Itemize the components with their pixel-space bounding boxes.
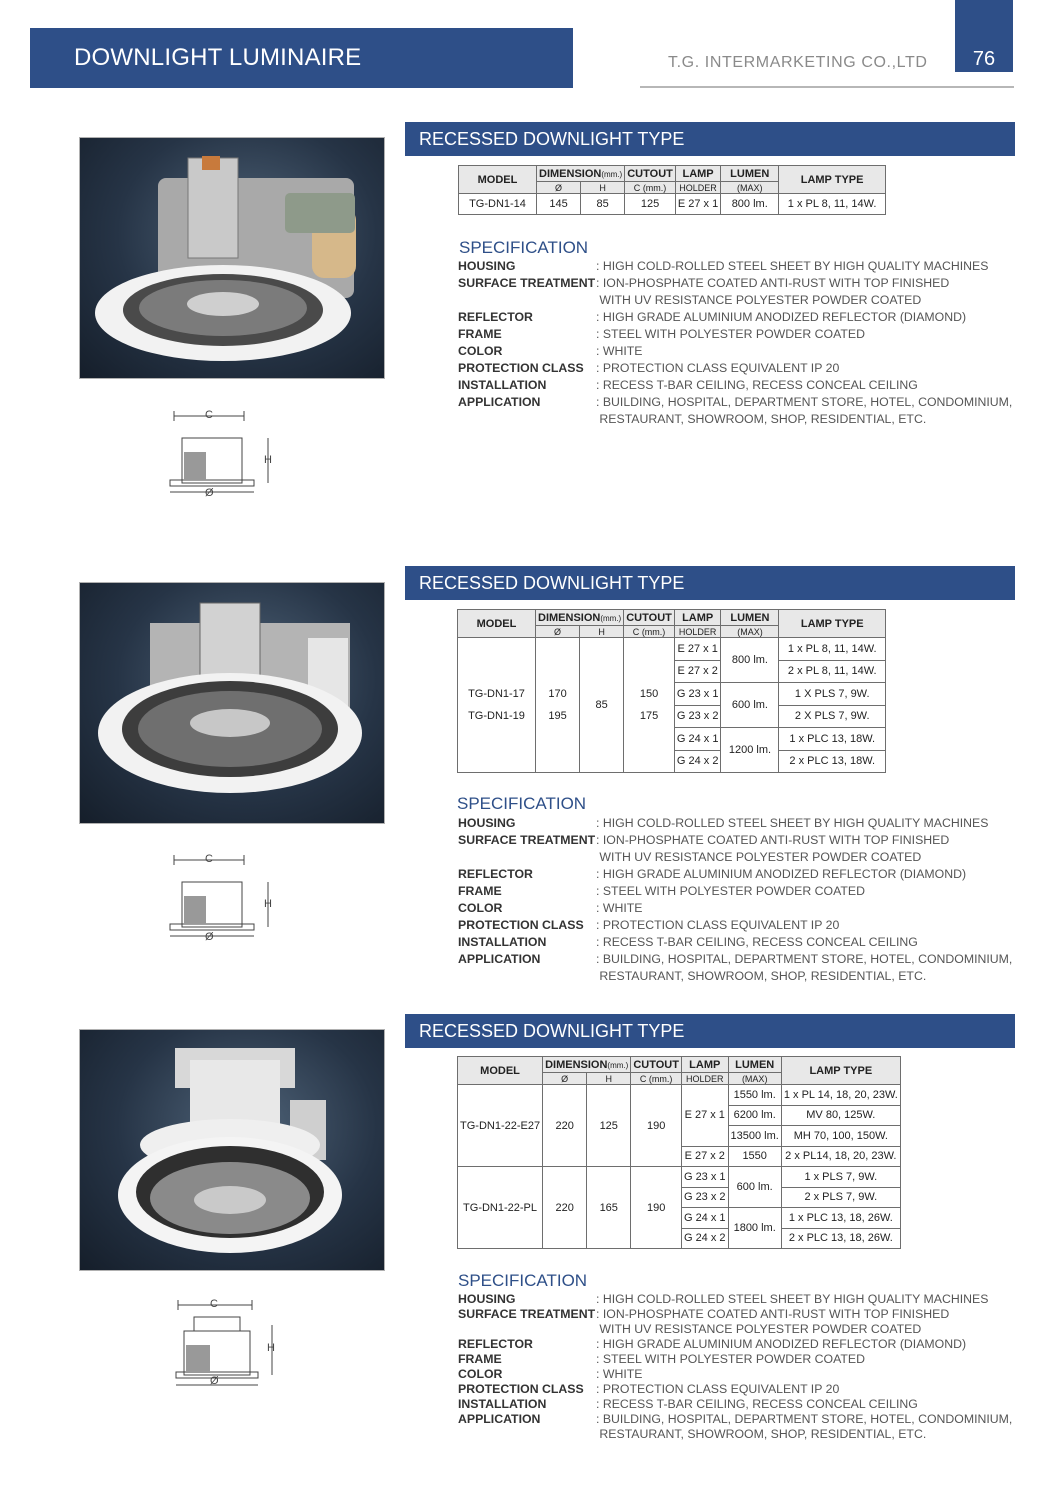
dimension-diagram: C H Ø xyxy=(160,1297,280,1387)
table-row: E 27 x 2 1550 2 x PL14, 18, 20, 23W. xyxy=(458,1146,901,1167)
col-cutout: CUTOUT xyxy=(624,610,675,626)
col-model: MODEL xyxy=(458,610,536,638)
spec-list: HOUSING : HIGH COLD-ROLLED STEEL SHEET BY HIGH QUALITY MACHINES SURFACE TREATMENT : ION-PHOSPHATE COATED ANTI-RUST WITH TOP FINISHED WITH UV RESISTANCE POLYESTER POWDER COATED REFLECTOR : HIGH GRADE ALUMINIUM ANODIZED REFLECTOR (DIAMOND) FRAME : STEEL WITH POLYESTER POWDER COATED COLOR : WHITE PROTECTION CLASS : PROTECTION CLASS EQUIVALENT IP 20 INSTALLATION : RECESS T-BAR CEILING, RECESS CONCEAL CEILING APPLICATION : BUILDING, HOSPITAL, DEPARTMENT STORE, HOTEL, CONDOMINIUM, RESTAURANT, SHOWROOM, SHOP, RESIDENTIAL, ETC. xyxy=(458,1292,1012,1442)
col-cutout: CUTOUT xyxy=(625,166,676,182)
table-row: G 24 x 2 2 x PLC 13, 18, 26W. xyxy=(458,1228,901,1249)
col-lamp-type: LAMP TYPE xyxy=(781,1057,900,1085)
page-number-box xyxy=(955,0,1013,72)
table-row: G 24 x 1 1800 lm. 1 x PLC 13, 18, 26W. xyxy=(458,1208,901,1229)
spec-table: MODEL DIMENSION(mm.) CUTOUT LAMP LUMEN LAMP TYPE Ø H C (mm.) HOLDER (MAX) 85 E 27 x 1 800 lm. 1 x PL 8, 11, 14W. E 27 x 2 2 x PL 8, 11, 14W. TG-DN1-17 170 150 G 23 x 1 600 lm. 1 X PLS 7, 9W. TG-DN1-19 195 175 G 23 x 2 2 X PLS 7, 9W. G 24 x 1 1200 lm. 1 x PLC 13, 18W. G 24 x 2 2 x PLC 13, 18W. xyxy=(457,609,886,773)
table-row: G 24 x 2 2 x PLC 13, 18W. xyxy=(458,750,886,773)
col-model: MODEL xyxy=(458,1057,543,1085)
spec-title: SPECIFICATION xyxy=(458,1271,588,1290)
section-band-title: RECESSED DOWNLIGHT TYPE xyxy=(419,129,685,149)
product-photo xyxy=(79,582,385,824)
page-title: DOWNLIGHT LUMINAIRE xyxy=(74,44,362,71)
table-row: TG-DN1-22-E27 220 125 190 E 27 x 1 1550 lm. 1 x PL 14, 18, 20, 23W. xyxy=(458,1085,901,1106)
col-dimension: DIMENSION(mm.) xyxy=(536,610,624,626)
spec-table: MODEL DIMENSION(mm.) CUTOUT LAMP LUMEN LAMP TYPE Ø H C (mm.) HOLDER (MAX) TG-DN1-22-E27 220 125 190 E 27 x 1 1550 lm. 1 x PL 14, 18, 20, 23W. 6200 lm. MV 80, 125W. 13500 lm. MH 70, 100, 150W. E 27 x 2 1550 2 x PL14, 18, 20, 23W. TG-DN1-22-PL 220 165 190 G 23 x 1 600 lm. 1 x PLS 7, 9W. G 23 x 2 2 x PLS 7, 9W. G 24 x 1 1800 lm. 1 x PLC 13, 18, 26W. G 24 x 2 2 x PLC 13, 18, 26W. xyxy=(457,1056,901,1249)
section-band xyxy=(405,1014,1015,1048)
col-holder: HOLDER xyxy=(675,182,720,194)
col-cutout: CUTOUT xyxy=(631,1057,682,1073)
product-photo xyxy=(79,1029,385,1271)
col-lamp: LAMP xyxy=(675,166,720,182)
section-band xyxy=(405,566,1015,600)
downlight-illustration xyxy=(80,138,385,379)
dimension-diagram-icon xyxy=(160,852,280,942)
company-name: T.G. INTERMARKETING CO.,LTD xyxy=(668,54,928,71)
col-lamp-type: LAMP TYPE xyxy=(779,610,886,638)
col-lamp: LAMP xyxy=(681,1057,728,1073)
table-row: TG-DN1-19 195 175 G 23 x 2 2 X PLS 7, 9W. xyxy=(458,705,886,728)
page-title-bar xyxy=(30,28,573,88)
table-row: TG-DN1-22-PL 220 165 190 G 23 x 1 600 lm. 1 x PLS 7, 9W. xyxy=(458,1167,901,1188)
spec-table xyxy=(458,165,886,215)
col-model: MODEL xyxy=(459,166,537,194)
col-dimension: DIMENSION(mm.) xyxy=(537,166,625,182)
header-rule xyxy=(640,86,1014,88)
col-lamp-type: LAMP TYPE xyxy=(779,166,886,194)
dimension-diagram: C H Ø xyxy=(160,852,280,942)
table-row: G 23 x 2 2 x PLS 7, 9W. xyxy=(458,1187,901,1208)
col-h: H xyxy=(581,182,625,194)
spec-list: HOUSING : HIGH COLD-ROLLED STEEL SHEET BY HIGH QUALITY MACHINES SURFACE TREATMENT : ION-PHOSPHATE COATED ANTI-RUST WITH TOP FINISHED WITH UV RESISTANCE POLYESTER POWDER COATED REFLECTOR : HIGH GRADE ALUMINIUM ANODIZED REFLECTOR (DIAMOND) FRAME : STEEL WITH POLYESTER POWDER COATED COLOR : WHITE PROTECTION CLASS : PROTECTION CLASS EQUIVALENT IP 20 INSTALLATION : RECESS T-BAR CEILING, RECESS CONCEAL CEILING APPLICATION : BUILDING, HOSPITAL, DEPARTMENT STORE, HOTEL, CONDOMINIUM, RESTAURANT, SHOWROOM, SHOP, RESIDENTIAL, ETC. xyxy=(458,258,1012,428)
col-lumen: LUMEN xyxy=(721,166,779,182)
downlight-illustration xyxy=(80,583,385,824)
table-row: 13500 lm. MH 70, 100, 150W. xyxy=(458,1126,901,1147)
col-c: C (mm.) xyxy=(625,182,676,194)
col-max: (MAX) xyxy=(721,182,779,194)
spec-title: SPECIFICATION xyxy=(457,794,587,813)
col-lumen: LUMEN xyxy=(728,1057,781,1073)
product-photo xyxy=(79,137,385,379)
dimension-diagram-icon xyxy=(160,1297,280,1392)
page-number: 76 xyxy=(972,48,996,70)
table-row: 85 E 27 x 1 800 lm. 1 x PL 8, 11, 14W. xyxy=(458,638,886,661)
table-row: E 27 x 2 2 x PL 8, 11, 14W. xyxy=(458,660,886,683)
section-band-title: RECESSED DOWNLIGHT TYPE xyxy=(419,1021,685,1041)
downlight-illustration xyxy=(80,1030,385,1271)
dimension-diagram: C H Ø xyxy=(160,408,280,498)
dimension-diagram-icon xyxy=(160,408,280,498)
table-row: TG-DN1-17 170 150 G 23 x 1 600 lm. 1 X PLS 7, 9W. xyxy=(458,683,886,706)
table-row: 6200 lm. MV 80, 125W. xyxy=(458,1105,901,1126)
col-dimension: DIMENSION(mm.) xyxy=(543,1057,631,1073)
col-dia: Ø xyxy=(537,182,581,194)
spec-list: HOUSING : HIGH COLD-ROLLED STEEL SHEET BY HIGH QUALITY MACHINES SURFACE TREATMENT : ION-PHOSPHATE COATED ANTI-RUST WITH TOP FINISHED WITH UV RESISTANCE POLYESTER POWDER COATED REFLECTOR : HIGH GRADE ALUMINIUM ANODIZED REFLECTOR (DIAMOND) FRAME : STEEL WITH POLYESTER POWDER COATED COLOR : WHITE PROTECTION CLASS : PROTECTION CLASS EQUIVALENT IP 20 INSTALLATION : RECESS T-BAR CEILING, RECESS CONCEAL CEILING APPLICATION : BUILDING, HOSPITAL, DEPARTMENT STORE, HOTEL, CONDOMINIUM, RESTAURANT, SHOWROOM, SHOP, RESIDENTIAL, ETC. xyxy=(458,815,1012,985)
col-lumen: LUMEN xyxy=(721,610,779,626)
spec-title: SPECIFICATION xyxy=(459,238,589,257)
col-lamp: LAMP xyxy=(674,610,721,626)
table-row: TG-DN1-14 145 85 125 E 27 x 1 800 lm. 1 x PL 8, 11, 14W. xyxy=(459,194,886,215)
section-band xyxy=(405,122,1015,156)
section-band-title: RECESSED DOWNLIGHT TYPE xyxy=(419,573,685,593)
table-row: G 24 x 1 1200 lm. 1 x PLC 13, 18W. xyxy=(458,728,886,751)
